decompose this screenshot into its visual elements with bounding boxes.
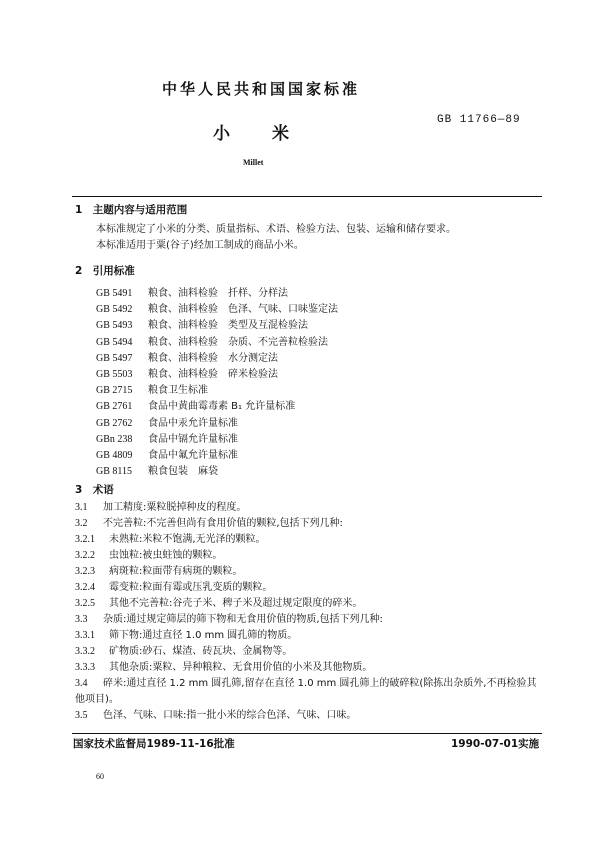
term-number: 3.3.3 <box>75 662 95 673</box>
term-item <box>75 564 545 580</box>
paragraph: 本标准规定了小米的分类、质量指标、术语、检验方法、包装、运输和储存要求。 <box>96 224 456 235</box>
term-text: 其他杂质:粟粒、异种粮粒、无食用价值的小米及其他物质。 <box>109 662 373 673</box>
term-text: 加工精度:粟粒脱掉种皮的程度。 <box>103 502 247 513</box>
term-item <box>75 516 545 532</box>
term-text: 筛下物:通过直径 1.0 mm 圆孔筛的物质。 <box>109 630 298 641</box>
reference-title: 粮食、油料检验 类型及互混检验法 <box>148 320 308 332</box>
term-text: 不完善粒:不完善但尚有食用价值的颗粒,包括下列几种: <box>103 518 343 529</box>
reference-code: GB 5503 <box>96 368 133 380</box>
term-number: 3.4 <box>75 678 88 689</box>
term-item <box>75 500 545 516</box>
paragraph: 本标准适用于粟(谷子)经加工制成的商品小米。 <box>96 240 304 251</box>
term-number: 3.2.4 <box>75 582 95 593</box>
reference-title: 食品中汞允许量标准 <box>148 417 238 429</box>
reference-item <box>96 464 338 480</box>
reference-code: GBn 238 <box>96 433 133 445</box>
reference-title: 食品中氟允许量标准 <box>148 449 238 461</box>
reference-item <box>96 416 338 432</box>
document-title <box>213 124 331 144</box>
reference-title: 粮食、油料检验 色泽、气味、口味鉴定法 <box>148 304 338 316</box>
english-title: Millet <box>243 158 264 167</box>
term-item <box>75 644 545 660</box>
term-number: 3.2.3 <box>75 566 95 577</box>
term-item <box>75 532 545 548</box>
reference-item <box>96 335 338 351</box>
term-item <box>75 548 545 564</box>
term-text: 矿物质:砂石、煤渣、砖瓦块、金属物等。 <box>109 646 293 657</box>
reference-code: GB 2762 <box>96 417 133 429</box>
term-item <box>75 580 545 596</box>
reference-title: 粮食包装 麻袋 <box>148 466 218 478</box>
terms-list <box>75 500 545 724</box>
term-number: 3.1 <box>75 502 88 513</box>
reference-title: 粮食、油料检验 碎米检验法 <box>148 368 278 380</box>
standard-number: GB 11766—89 <box>437 114 521 126</box>
reference-title: 粮食卫生标准 <box>148 385 208 397</box>
term-number: 3.3.1 <box>75 630 95 641</box>
term-number: 3.2 <box>75 518 88 529</box>
reference-title: 食品中镉允许量标准 <box>148 433 238 445</box>
term-item <box>75 708 545 724</box>
term-text: 未熟粒:米粒不饱满,无光泽的颗粒。 <box>109 534 266 545</box>
reference-title: 粮食、油料检验 扦样、分样法 <box>148 288 288 299</box>
reference-item <box>96 432 338 448</box>
reference-code: GB 2761 <box>96 401 133 413</box>
term-number: 3.3 <box>75 614 88 625</box>
effective-date: 1990-07-01实施 <box>451 738 540 750</box>
term-item <box>75 596 545 612</box>
reference-code: GB 5494 <box>96 336 133 348</box>
term-number: 3.2.1 <box>75 534 95 545</box>
term-text: 色泽、气味、口味:指一批小米的综合色泽、气味、口味。 <box>103 710 357 721</box>
term-text: 杂质:通过规定筛层的筛下物和无食用价值的物质,包括下列几种: <box>103 614 383 625</box>
reference-title: 粮食、油料检验 杂质、不完善粒检验法 <box>148 336 328 348</box>
term-text: 霉变粒:粒面有霉或压乳变质的颗粒。 <box>109 582 273 593</box>
section-heading: 2 引用标准 <box>75 265 135 277</box>
reference-item <box>96 399 338 415</box>
section1-body <box>96 222 456 254</box>
reference-item <box>96 448 338 464</box>
reference-item <box>96 383 338 399</box>
reference-item <box>96 351 338 367</box>
term-number: 3.5 <box>75 710 88 721</box>
term-item <box>75 628 545 644</box>
page-number: 60 <box>96 772 104 781</box>
reference-code: GB 5492 <box>96 304 133 316</box>
term-text: 碎米:通过直径 1.2 mm 圆孔筛,留存在直径 1.0 mm 圆孔筛上的破碎粒(除拣出杂质外,不再检验其他项目)。 <box>75 678 537 705</box>
reference-title: 食品中黄曲霉毒素 B₁ 允许量标准 <box>148 401 296 413</box>
reference-code: GB 2715 <box>96 385 133 397</box>
term-number: 3.2.5 <box>75 598 95 609</box>
reference-item <box>96 286 338 302</box>
term-text: 病斑粒:粒面带有病斑的颗粒。 <box>109 566 243 577</box>
term-text: 其他不完善粒:谷壳子米、稗子米及超过规定限度的碎米。 <box>109 598 363 609</box>
title-char: 小 <box>213 124 230 144</box>
reference-item <box>96 318 338 334</box>
term-item <box>75 676 545 708</box>
reference-code: GB 8115 <box>96 466 133 478</box>
header-rule <box>72 196 542 197</box>
term-text: 虫蚀粒:被虫蛀蚀的颗粒。 <box>109 550 223 561</box>
term-item <box>75 612 545 628</box>
term-number: 3.2.2 <box>75 550 95 561</box>
reference-code: GB 5493 <box>96 320 133 332</box>
approval-date: 国家技术监督局1989-11-16批准 <box>73 738 235 750</box>
term-item <box>75 660 545 676</box>
reference-list <box>96 286 338 480</box>
section-heading: 3 术语 <box>75 484 114 496</box>
issuing-organization: 中华人民共和国国家标准 <box>162 80 361 98</box>
term-number: 3.3.2 <box>75 646 95 657</box>
footer-rule <box>72 733 542 734</box>
reference-code: GB 5491 <box>96 288 133 299</box>
section-heading: 1 主题内容与适用范围 <box>75 204 188 216</box>
reference-item <box>96 302 338 318</box>
reference-item <box>96 367 338 383</box>
title-char: 米 <box>272 124 289 144</box>
reference-code: GB 4809 <box>96 449 133 461</box>
reference-title: 粮食、油料检验 水分测定法 <box>148 352 278 364</box>
reference-code: GB 5497 <box>96 352 133 364</box>
